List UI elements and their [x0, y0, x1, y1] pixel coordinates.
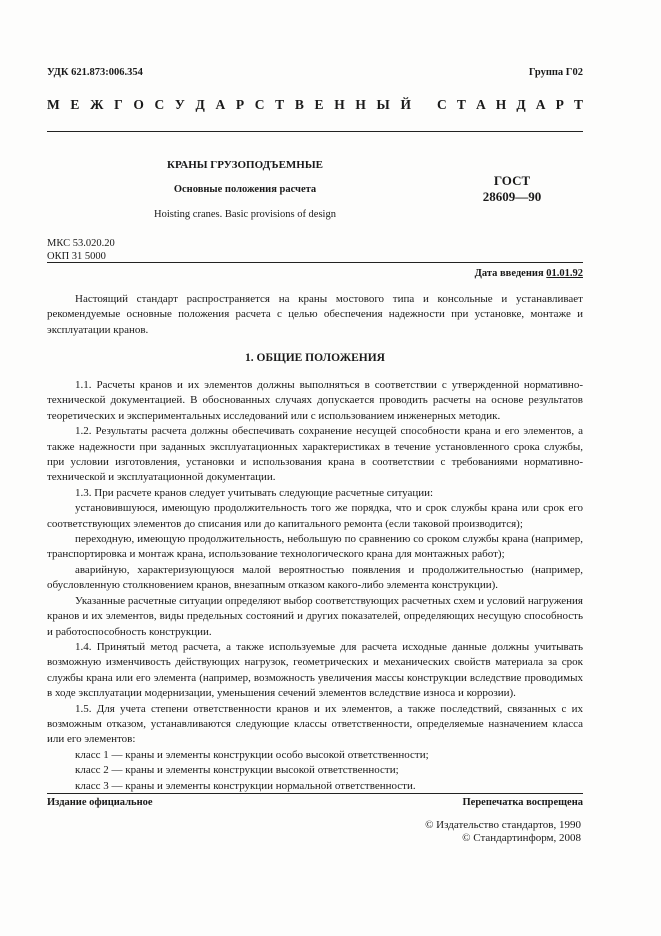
- heading-letter: Д: [195, 97, 205, 112]
- heading-letter: О: [133, 97, 144, 112]
- paragraph: 1.3. При расчете кранов следует учитывать следующие расчетные ситуации:: [75, 486, 434, 499]
- heading-letter: А: [475, 97, 486, 112]
- heading-letter: С: [437, 97, 447, 112]
- heading-letter: Ы: [376, 97, 390, 112]
- copyright-line-2: © Стандартинформ, 2008: [462, 832, 581, 844]
- section-body: [47, 378, 583, 794]
- heading-letter: Р: [235, 97, 245, 112]
- heading-letter: Г: [114, 97, 123, 112]
- paragraph: установившуюся, имеющую продолжительность того же порядка, что и срок службы крана или срок его соответствующих элементов до списания или до капитального ремонта (если таковой производится);: [47, 502, 583, 530]
- section-heading: 1. ОБЩИЕ ПОЛОЖЕНИЯ: [245, 352, 385, 364]
- gost-number: 28609—90: [482, 189, 542, 204]
- heading-letter: Т: [573, 97, 583, 112]
- group-code: Группа Г02: [528, 67, 583, 78]
- heading-letter: Т: [275, 97, 285, 112]
- paragraph: класс 1 — краны и элементы конструкции особо высокой ответственности;: [75, 748, 429, 761]
- heading-letter: С: [254, 97, 265, 112]
- paragraph: класс 2 — краны и элементы конструкции высокой ответственности;: [75, 764, 399, 777]
- heading-letter: Н: [495, 97, 507, 112]
- heading-letter: Д: [516, 97, 526, 112]
- classification-codes: [47, 237, 115, 263]
- interstate-standard-heading: [47, 97, 583, 113]
- heading-word-standard: [437, 97, 583, 113]
- paragraph: 1.4. Принятый метод расчета, а также используемые для расчета исходные данные должны учитывать возможную изменчивость действующих нагрузок, геометрических и механических свойств материала за срок службы крана или его элемента (например, возможность увеличения массы конструкции вследствие проводимых в ходе эксплуатации модернизации, уменьшения сечений элементов вследствие износа и коррозии).: [47, 640, 583, 700]
- heading-letter: А: [215, 97, 226, 112]
- heading-word-interstate: [47, 97, 411, 113]
- english-title: Hoisting cranes. Basic provisions of design: [154, 209, 336, 220]
- top-divider: [47, 131, 583, 132]
- paragraph: класс 3 — краны и элементы конструкции нормальной ответственности.: [75, 779, 416, 792]
- copyright-line-1: © Издательство стандартов, 1990: [425, 819, 581, 831]
- introduction-date-value: 01.01.92: [546, 268, 583, 279]
- heading-letter: С: [154, 97, 165, 112]
- paragraph: Указанные расчетные ситуации определяют выбор соответствующих расчетных схем и условий нагружения кранов и их элементов, виды предельных состояний и других показателей, определяющих несущую способность и работоспособность конструкции.: [47, 594, 583, 638]
- heading-letter: Е: [70, 97, 80, 112]
- udk-code: УДК 621.873:006.354: [47, 67, 143, 78]
- paragraph: 1.2. Результаты расчета должны обеспечивать сохранение несущей способности крана и его элементов, а также надежности при заданных эксплуатационных характеристиках в течение установленного срока службы, при условии изготовления, установки и использования крана в соответствии с требованиями нормативно-технической и эксплуатационной документации.: [47, 425, 583, 484]
- paragraph: 1.5. Для учета степени ответственности кранов и их элементов, а также последствий, связанных с их возможным отказом, устанавливаются следующие классы ответственности, определяемые назначением класса или его элементов:: [47, 702, 583, 746]
- paragraph: 1.1. Расчеты кранов и их элементов должны выполняться в соответствии с утвержденной нормативно-технической документацией. В обоснованных случаях допускается проводить расчеты на основе результатов теоретических и экспериментальных исследований или с использованием инженерных методик.: [47, 379, 583, 422]
- okp-code: ОКП 31 5000: [47, 251, 106, 262]
- heading-letter: Т: [456, 97, 466, 112]
- footer-divider: [47, 793, 583, 794]
- introduction-date-label: Дата введения: [474, 268, 544, 279]
- heading-letter: Н: [355, 97, 366, 112]
- reprint-prohibited-label: Перепечатка воспрещена: [462, 797, 583, 808]
- introduction-date: [475, 268, 583, 279]
- heading-letter: В: [294, 97, 304, 112]
- gost-designation: [462, 173, 562, 205]
- heading-letter: А: [535, 97, 546, 112]
- official-edition-label: Издание официальное: [47, 797, 153, 808]
- heading-letter: Р: [555, 97, 564, 112]
- mks-code: МКС 53.020.20: [47, 238, 115, 249]
- document-subtitle: Основные положения расчета: [173, 184, 317, 195]
- paragraph: переходную, имеющую продолжительность, небольшую по сравнению со сроком службы крана (например, транспортировка и монтаж крана, использование технологического крана для монтажных работ);: [47, 533, 583, 561]
- heading-letter: М: [47, 97, 60, 112]
- paragraph: аварийную, характеризующуюся малой вероятностью появления и продолжительностью (например, обусловленную столкновением кранов, внезапным отказом какого-либо элемента конструкции).: [47, 563, 583, 592]
- heading-letter: Е: [314, 97, 324, 112]
- heading-letter: Н: [334, 97, 345, 112]
- copyright-block: [425, 819, 581, 845]
- document-title: КРАНЫ ГРУЗОПОДЪЕМНЫЕ: [166, 159, 324, 171]
- heading-letter: У: [174, 97, 185, 112]
- gost-label: ГОСТ: [493, 173, 531, 188]
- heading-letter: Ж: [90, 97, 104, 112]
- intro-paragraph: Настоящий стандарт распространяется на краны мостового типа и консольные и устанавливает рекомендуемые основные положения расчета с целью обеспечения надежности при установке, монтаже и эксплуатации кранов.: [47, 293, 583, 336]
- heading-letter: Й: [400, 97, 411, 112]
- codes-divider: [47, 262, 583, 263]
